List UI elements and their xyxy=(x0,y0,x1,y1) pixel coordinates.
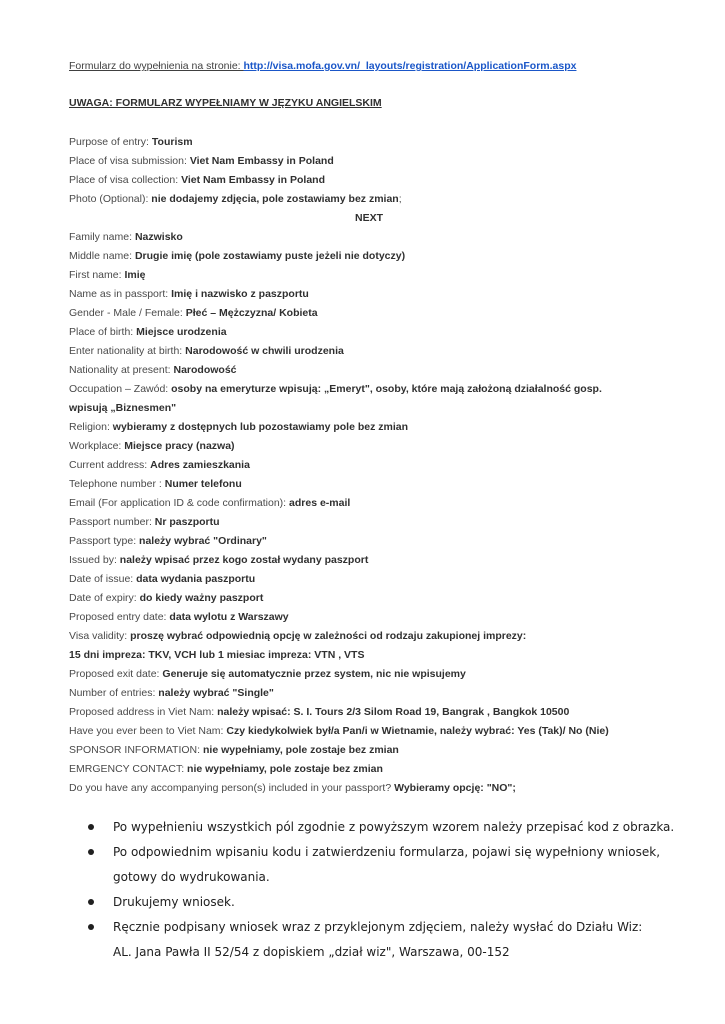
step-text: Drukujemy wniosek. xyxy=(113,895,235,909)
field-instruction: nie wypełniamy, pole zostaje bez zmian xyxy=(202,744,399,756)
field-instruction: Generuje się automatycznie przez system, nic nie wpisujemy xyxy=(162,668,466,680)
field-label: First name: xyxy=(69,269,125,281)
field-label: EMRGENCY CONTACT: xyxy=(69,763,188,775)
field-label: Purpose of entry: xyxy=(69,136,152,148)
field-instruction: data wydania paszportu xyxy=(136,573,256,585)
field-instruction: wybieramy z dostępnych lub pozostawiamy pole bez zmian xyxy=(112,421,409,433)
bullet-icon xyxy=(88,849,94,855)
field-instruction: do kiedy ważny paszport xyxy=(139,592,264,604)
step-text: Ręcznie podpisany wniosek wraz z przyklejonym zdjęciem, należy wysłać do Działu Wiz: xyxy=(113,920,643,934)
instruction-line xyxy=(69,171,669,190)
field-label: Have you ever been to Viet Nam: xyxy=(69,725,227,737)
field-label: Passport number: xyxy=(69,516,155,528)
step-item xyxy=(88,890,688,915)
instruction-line xyxy=(69,209,669,228)
field-instruction: należy wybrać "Ordinary" xyxy=(139,535,267,547)
instruction-line xyxy=(69,247,669,266)
field-label: Proposed entry date: xyxy=(69,611,170,623)
instruction-line xyxy=(69,513,669,532)
step-text: Po wypełnieniu wszystkich pól zgodnie z powyższym wzorem należy przepisać kod z obrazka. xyxy=(113,820,675,834)
instruction-line xyxy=(69,190,669,209)
field-instruction: Miejsce urodzenia xyxy=(136,326,227,338)
step-item xyxy=(88,840,688,890)
field-label: Email (For application ID & code confirmation): xyxy=(69,497,290,509)
instruction-line xyxy=(69,342,669,361)
field-label: Gender - Male / Female: xyxy=(69,307,186,319)
field-instruction: Narodowość xyxy=(173,364,237,376)
instruction-line xyxy=(69,570,669,589)
instruction-line xyxy=(69,228,669,247)
field-label: Passport type: xyxy=(69,535,140,547)
field-label: Place of visa submission: xyxy=(69,155,190,167)
instruction-line xyxy=(69,532,669,551)
field-label: Proposed exit date: xyxy=(69,668,163,680)
instruction-line xyxy=(69,475,669,494)
application-form-link[interactable]: http://visa.mofa.gov.vn/_layouts/registration/ApplicationForm.aspx xyxy=(243,60,577,72)
instruction-line xyxy=(69,627,669,646)
field-instruction: Wybieramy opcję: "NO"; xyxy=(394,782,516,794)
field-label: Number of entries: xyxy=(69,687,159,699)
bullet-icon xyxy=(88,899,94,905)
instruction-line xyxy=(69,760,669,779)
instruction-line xyxy=(69,684,669,703)
field-label: Occupation – Zawód: xyxy=(69,383,172,395)
bullet-icon xyxy=(88,824,94,830)
field-label: Workplace: xyxy=(69,440,125,452)
field-suffix: ; xyxy=(398,193,402,205)
field-instruction: wpisują „Biznesmen" xyxy=(69,402,177,414)
field-label: Telephone number : xyxy=(69,478,165,490)
field-instruction: data wylotu z Warszawy xyxy=(169,611,289,623)
field-label: Date of expiry: xyxy=(69,592,140,604)
instruction-line xyxy=(69,722,669,741)
field-label: SPONSOR INFORMATION: xyxy=(69,744,203,756)
field-instruction: osoby na emeryturze wpisują: „Emeryt", osoby, które mają założoną działalność gosp. xyxy=(171,383,602,395)
step-text: AL. Jana Pawła II 52/54 z dopiskiem „dział wiz", Warszawa, 00-152 xyxy=(113,945,510,959)
instruction-line xyxy=(69,741,669,760)
field-label: Religion: xyxy=(69,421,113,433)
field-label: Date of issue: xyxy=(69,573,137,585)
instruction-line xyxy=(69,323,669,342)
field-instruction: Tourism xyxy=(151,136,193,148)
instruction-line xyxy=(69,152,669,171)
field-label: Current address: xyxy=(69,459,151,471)
step-item xyxy=(88,815,688,840)
instruction-line xyxy=(69,380,669,399)
field-label: Nationality at present: xyxy=(69,364,174,376)
field-label: Do you have any accompanying person(s) included in your passport? xyxy=(69,782,395,794)
field-instruction: należy wpisać przez kogo został wydany paszport xyxy=(119,554,369,566)
instruction-line xyxy=(69,437,669,456)
field-instruction: 15 dni impreza: TKV, VCH lub 1 miesiac impreza: VTN , VTS xyxy=(69,649,365,661)
field-instruction: nie wypełniamy, pole zostaje bez zmian xyxy=(187,763,383,775)
field-label: Place of birth: xyxy=(69,326,137,338)
field-instruction: Miejsce pracy (nazwa) xyxy=(124,440,235,452)
field-label: Issued by: xyxy=(69,554,120,566)
field-instruction: Narodowość w chwili urodzenia xyxy=(185,345,344,357)
field-instruction: adres e-mail xyxy=(289,497,351,509)
field-instruction: Adres zamieszkania xyxy=(150,459,250,471)
field-instruction: Numer telefonu xyxy=(164,478,242,490)
field-instruction: należy wpisać: S. I. Tours 2/3 Silom Road 19, Bangrak , Bangkok 10500 xyxy=(217,706,570,718)
field-instruction: Płeć – Mężczyzna/ Kobieta xyxy=(185,307,318,319)
field-instruction: nie dodajemy zdjęcia, pole zostawiamy bez zmian xyxy=(151,193,399,205)
form-instructions xyxy=(69,133,669,798)
instruction-line xyxy=(69,418,669,437)
step-text: Po odpowiednim wpisaniu kodu i zatwierdzeniu formularza, pojawi się wypełniony wniosek, xyxy=(113,845,661,859)
instruction-line xyxy=(69,361,669,380)
step-text: gotowy do wydrukowania. xyxy=(113,870,270,884)
instruction-line xyxy=(69,779,669,798)
instruction-line xyxy=(69,551,669,570)
field-label: Visa validity: xyxy=(69,630,131,642)
instruction-line xyxy=(69,665,669,684)
field-label: Middle name: xyxy=(69,250,135,262)
field-label: Enter nationality at birth: xyxy=(69,345,186,357)
source-prefix: Formularz do wypełnienia na stronie: xyxy=(69,60,244,72)
instruction-line xyxy=(69,399,669,418)
field-label: Photo (Optional): xyxy=(69,193,152,205)
field-instruction: Viet Nam Embassy in Poland xyxy=(181,174,326,186)
field-label: Name as in passport: xyxy=(69,288,172,300)
field-instruction: Imię xyxy=(124,269,146,281)
field-instruction: Drugie imię (pole zostawiamy puste jeżeli nie dotyczy) xyxy=(134,250,406,262)
field-instruction: Nr paszportu xyxy=(154,516,220,528)
instruction-line xyxy=(69,494,669,513)
instruction-line xyxy=(69,304,669,323)
step-item xyxy=(88,915,688,965)
field-label: Place of visa collection: xyxy=(69,174,182,186)
bullet-icon xyxy=(88,924,94,930)
instruction-line xyxy=(69,133,669,152)
steps-list xyxy=(88,815,688,965)
field-instruction: Viet Nam Embassy in Poland xyxy=(189,155,334,167)
field-instruction: Imię i nazwisko z paszportu xyxy=(171,288,309,300)
warning-heading: UWAGA: FORMULARZ WYPEŁNIAMY W JĘZYKU ANGIELSKIM xyxy=(69,97,382,109)
field-instruction: proszę wybrać odpowiednią opcję w zależności od rodzaju zakupionej imprezy: xyxy=(130,630,527,642)
field-instruction: Nazwisko xyxy=(134,231,183,243)
field-label: Family name: xyxy=(69,231,135,243)
instruction-line xyxy=(69,589,669,608)
instruction-line xyxy=(69,456,669,475)
instruction-line xyxy=(69,608,669,627)
instruction-line xyxy=(69,646,669,665)
instruction-line xyxy=(69,285,669,304)
field-label: Proposed address in Viet Nam: xyxy=(69,706,218,718)
source-line xyxy=(69,60,576,72)
field-instruction: NEXT xyxy=(354,212,383,224)
field-instruction: należy wybrać "Single" xyxy=(158,687,274,699)
field-instruction: Czy kiedykolwiek był/a Pan/i w Wietnamie, należy wybrać: Yes (Tak)/ No (Nie) xyxy=(226,725,609,737)
instruction-line xyxy=(69,703,669,722)
instruction-line xyxy=(69,266,669,285)
